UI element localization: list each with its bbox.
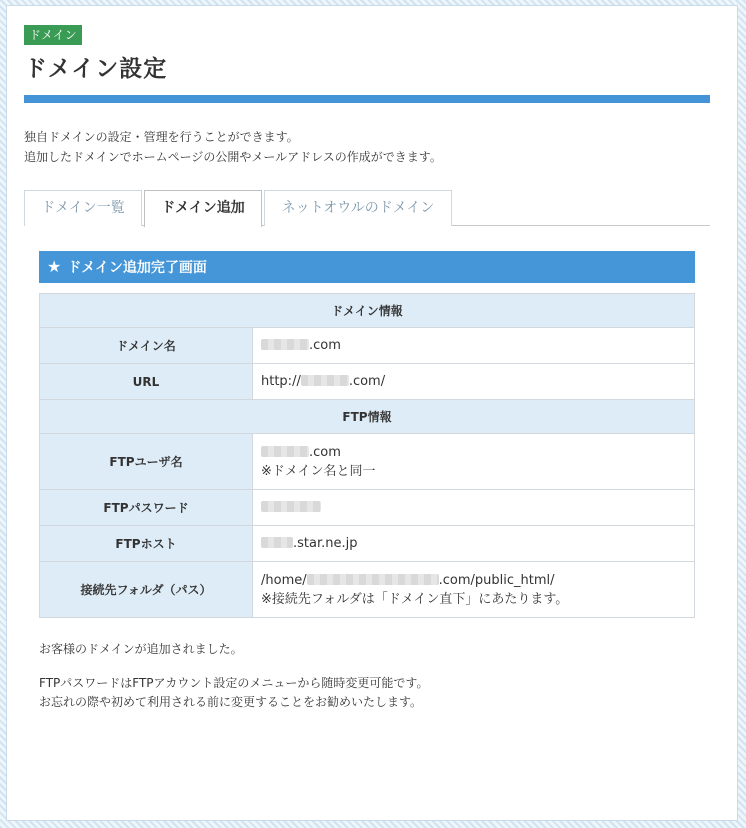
ftp-password-value [253, 490, 695, 526]
domain-info-table [39, 293, 695, 618]
redacted-text [261, 501, 321, 512]
password-note-line: FTPパスワードはFTPアカウント設定のメニューから随時変更可能です。 [39, 676, 429, 690]
ftp-user-line [261, 443, 686, 462]
ftp-password-label: FTPパスワード [40, 490, 253, 526]
added-message: お客様のドメインが追加されました。 [39, 642, 243, 656]
domain-suffix: .com [309, 338, 341, 353]
password-note-line: お忘れの際や初めて利用される前に変更することをお勧めいたします。 [39, 695, 423, 709]
category-badge: ドメイン [24, 25, 82, 45]
ftp-user-suffix: .com [309, 444, 341, 460]
tab-bar [24, 190, 710, 226]
intro-text [24, 127, 442, 167]
section-title: ドメイン追加完了画面 [67, 260, 207, 276]
folder-prefix: /home/ [261, 572, 307, 588]
url-label: URL [40, 364, 253, 400]
ftp-user-note: ※ドメイン名と同一 [261, 463, 376, 479]
url-value [253, 364, 695, 400]
ftp-host-value [253, 526, 695, 562]
tab-domain-add[interactable]: ドメイン追加 [144, 190, 262, 227]
redacted-text [261, 446, 309, 457]
tab-domain-list[interactable]: ドメイン一覧 [24, 190, 142, 226]
redacted-text [261, 339, 309, 350]
url-suffix: .com/ [348, 374, 386, 389]
domain-name-label: ドメイン名 [40, 328, 253, 364]
redacted-text [307, 574, 439, 585]
redacted-text [261, 537, 293, 548]
ftp-host-label: FTPホスト [40, 526, 253, 562]
ftp-user-label: FTPユーザ名 [40, 434, 253, 490]
ftp-user-value [253, 434, 695, 490]
url-prefix: http:// [261, 374, 301, 389]
tab-netowl-domain[interactable]: ネットオウルのドメイン [264, 190, 452, 226]
ftp-info-heading: FTP情報 [40, 400, 695, 434]
intro-line: 追加したドメインでホームページの公開やメールアドレスの作成ができます。 [24, 150, 442, 164]
star-icon: ★ [47, 257, 62, 276]
password-note [39, 674, 428, 712]
domain-name-value [253, 328, 695, 364]
ftp-host-suffix: .star.ne.jp [293, 536, 358, 551]
intro-line: 独自ドメインの設定・管理を行うことができます。 [24, 130, 299, 144]
folder-note: ※接続先フォルダは「ドメイン直下」にあたります。 [261, 591, 569, 607]
folder-path-line [261, 571, 686, 590]
folder-suffix: .com/public_html/ [438, 572, 555, 588]
folder-value [253, 562, 695, 618]
redacted-text [301, 375, 349, 386]
page-title: ドメイン設定 [24, 56, 168, 82]
folder-label: 接続先フォルダ（パス） [40, 562, 253, 618]
section-header [39, 251, 695, 283]
title-underline [24, 95, 710, 103]
domain-info-heading: ドメイン情報 [40, 294, 695, 328]
